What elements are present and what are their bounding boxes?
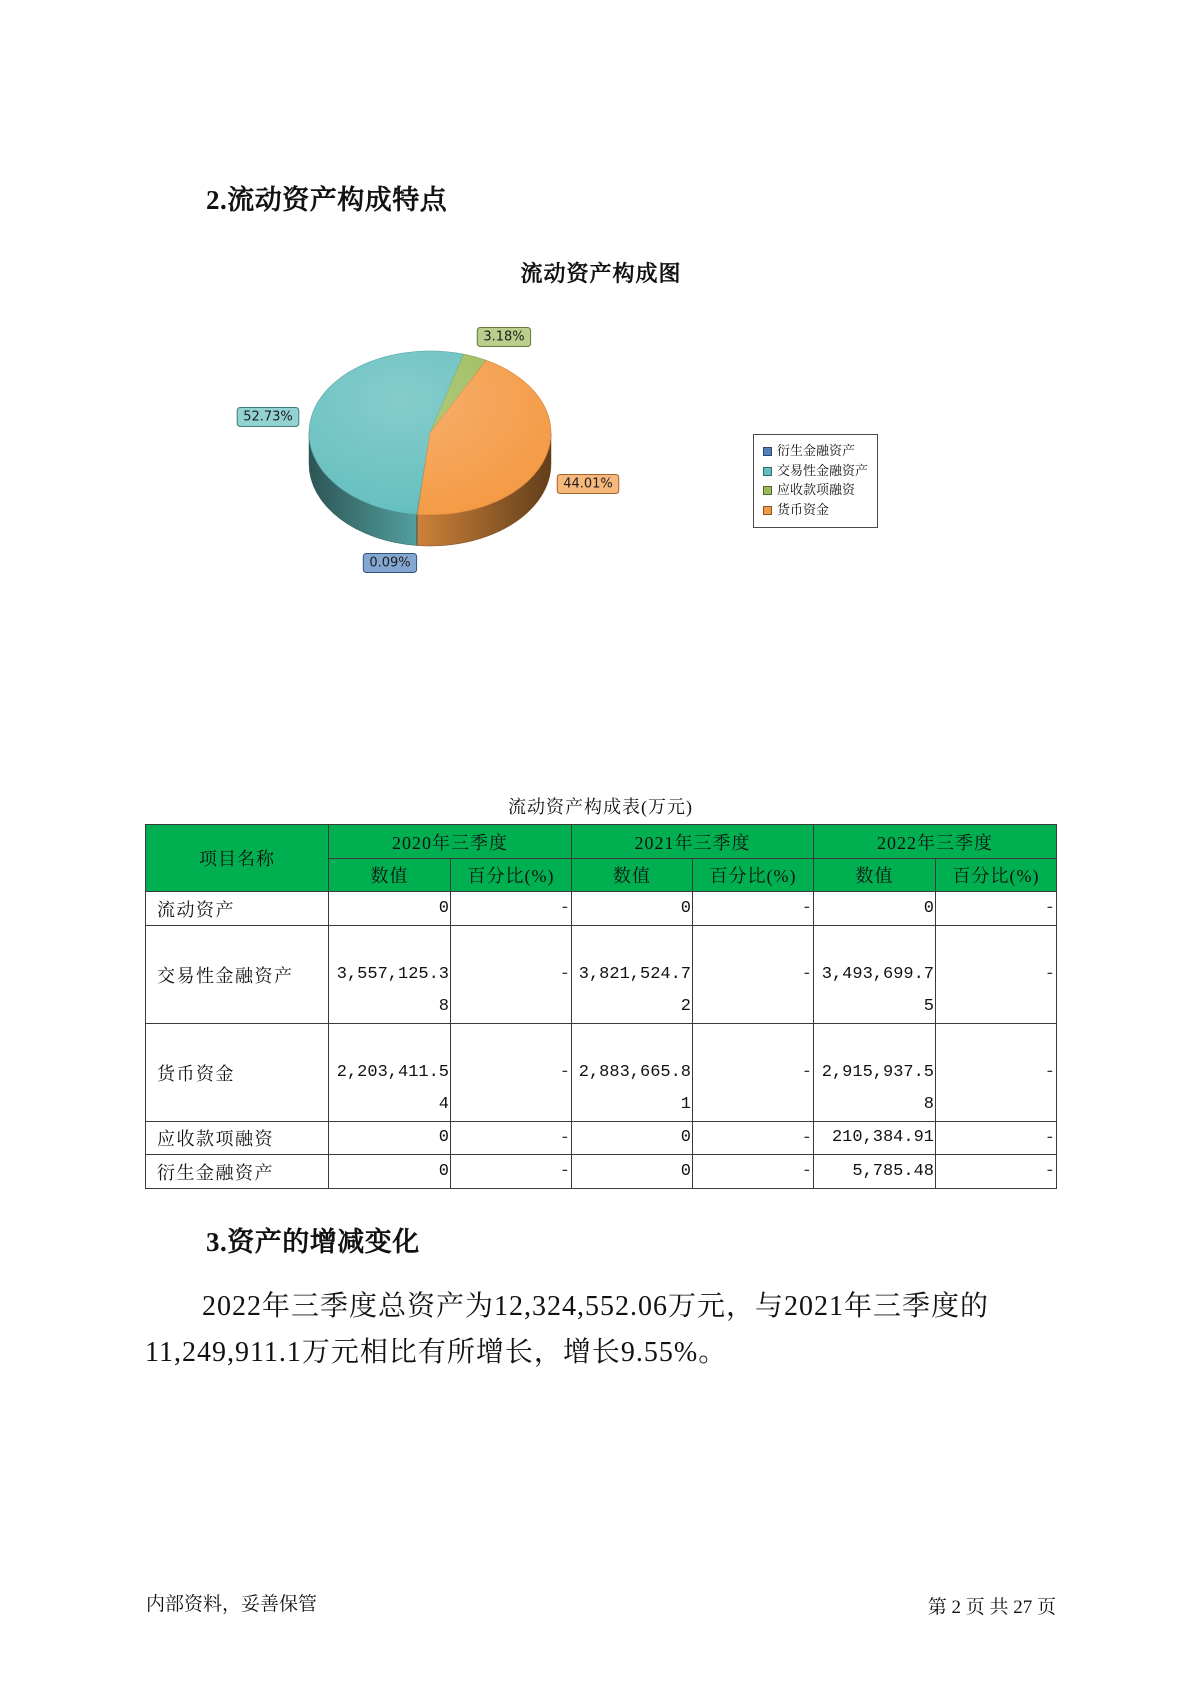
table-row: [146, 892, 1057, 926]
cell-value: 0: [572, 1122, 693, 1155]
header-value: 数值: [814, 859, 936, 892]
cell-value: 2,915,937.58: [814, 1024, 936, 1122]
pie-top-faces: [309, 351, 551, 515]
cell-percent: -: [451, 926, 572, 1024]
cell-percent: -: [936, 1024, 1057, 1122]
data-label-text: 0.09%: [369, 555, 411, 571]
cell-value: 5,785.48: [814, 1155, 936, 1189]
table-caption: 流动资产构成表(万元): [508, 797, 693, 817]
cell-value: 3,557,125.38: [329, 926, 451, 1024]
legend-item-derivative-financial-assets: [754, 442, 877, 462]
cell-percent: -: [936, 892, 1057, 926]
legend-label: 交易性金融资产: [777, 463, 869, 479]
footer-confidential-note: 内部资料，妥善保管: [146, 1594, 318, 1615]
legend-item-monetary-funds: [754, 501, 877, 521]
row-label: 货币资金: [146, 1024, 329, 1122]
legend-swatch: [763, 486, 772, 495]
legend-swatch: [763, 467, 772, 476]
table-row: [146, 1024, 1057, 1122]
header-period-2021: 2021年三季度: [572, 825, 814, 859]
row-label: 衍生金融资产: [146, 1155, 329, 1189]
data-label-text: 3.18%: [483, 329, 525, 345]
table-row: [146, 926, 1057, 1024]
header-period-2020: 2020年三季度: [329, 825, 572, 859]
table-header-row: [146, 825, 1057, 859]
header-percent: 百分比(%): [451, 859, 572, 892]
cell-value: 2,883,665.81: [572, 1024, 693, 1122]
cell-value: 3,821,524.72: [572, 926, 693, 1024]
table-row: [146, 1155, 1057, 1189]
cell-percent: -: [693, 892, 814, 926]
legend-label: 衍生金融资产: [777, 444, 856, 460]
legend-label: 货币资金: [777, 502, 830, 518]
section-heading-asset-change: 3.资产的增减变化: [206, 1227, 420, 1257]
cell-value: 210,384.91: [814, 1122, 936, 1155]
data-label-text: 44.01%: [563, 476, 613, 492]
cell-percent: -: [693, 1155, 814, 1189]
cell-value: 0: [572, 1155, 693, 1189]
footer-page-number: 第 2 页 共 27 页: [927, 1597, 1056, 1618]
cell-value: 0: [814, 892, 936, 926]
cell-percent: -: [693, 1122, 814, 1155]
cell-value: 3,493,699.75: [814, 926, 936, 1024]
data-label-receivables-financing: [477, 328, 530, 347]
legend-swatch: [763, 447, 772, 456]
row-label: 应收款项融资: [146, 1122, 329, 1155]
chart-title: 流动资产构成图: [520, 261, 682, 286]
cell-percent: -: [451, 1155, 572, 1189]
chart-legend: [753, 434, 878, 528]
header-percent: 百分比(%): [693, 859, 814, 892]
cell-value: 0: [329, 1122, 451, 1155]
current-assets-table: [145, 824, 1057, 1189]
cell-percent: -: [693, 1024, 814, 1122]
pie-chart: [0, 0, 1191, 620]
row-label: 交易性金融资产: [146, 926, 329, 1024]
cell-percent: -: [693, 926, 814, 1024]
cell-percent: -: [451, 1122, 572, 1155]
cell-value: 2,203,411.54: [329, 1024, 451, 1122]
data-label-monetary-funds: [557, 475, 619, 494]
cell-percent: -: [936, 926, 1057, 1024]
legend-label: 应收款项融资: [777, 483, 856, 499]
header-period-2022: 2022年三季度: [814, 825, 1057, 859]
data-label-derivative-financial-assets: [363, 554, 416, 573]
cell-percent: -: [451, 892, 572, 926]
header-item-name: 项目名称: [146, 825, 329, 892]
header-value: 数值: [329, 859, 451, 892]
header-percent: 百分比(%): [936, 859, 1057, 892]
legend-item-receivables-financing: [754, 481, 877, 501]
legend-item-trading-financial-assets: [754, 462, 877, 482]
section-heading-current-assets: 2.流动资产构成特点: [206, 185, 448, 215]
data-label-trading-financial-assets: [237, 408, 299, 427]
cell-percent: -: [936, 1122, 1057, 1155]
table-row: [146, 1122, 1057, 1155]
data-label-text: 52.73%: [243, 409, 293, 425]
cell-value: 0: [329, 892, 451, 926]
cell-percent: -: [936, 1155, 1057, 1189]
cell-value: 0: [329, 1155, 451, 1189]
row-label: 流动资产: [146, 892, 329, 926]
header-value: 数值: [572, 859, 693, 892]
legend-swatch: [763, 506, 772, 515]
asset-change-paragraph: 2022年三季度总资产为12,324,552.06万元，与2021年三季度的11,249,911.1万元相比有所增长，增长9.55%。: [145, 1291, 990, 1368]
cell-value: 0: [572, 892, 693, 926]
cell-percent: -: [451, 1024, 572, 1122]
